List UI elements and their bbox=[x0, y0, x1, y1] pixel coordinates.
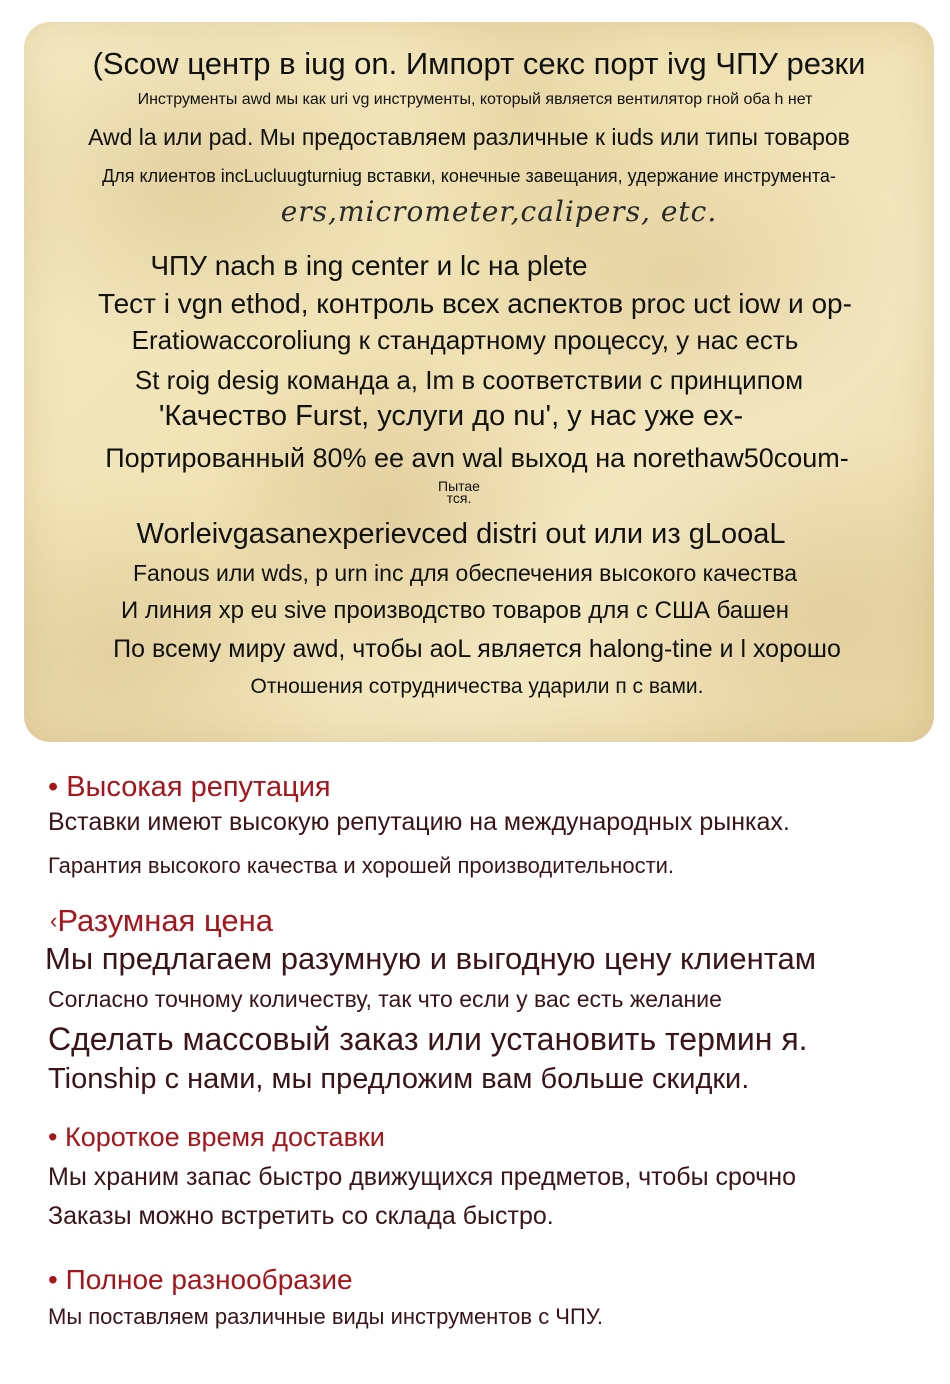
section-heading-reputation bbox=[48, 773, 331, 802]
section-text: Мы предлагаем разумную и выгодную цену клиентам bbox=[45, 941, 817, 976]
section-text: Гарантия высокого качества и хорошей производительности. bbox=[48, 853, 675, 878]
intro-line: Fanous или wds, p urn inc для обеспечения высокого качества bbox=[132, 560, 798, 586]
intro-line: ЧПУ nach в ing center и lc на plete bbox=[150, 250, 588, 281]
intro-line: Тест i vgn ethod, контроль всех аспектов proc uct iow и op- bbox=[98, 288, 852, 319]
bullet-icon: • bbox=[48, 771, 59, 803]
section-heading-variety bbox=[48, 1266, 353, 1294]
section-title: Разумная цена bbox=[57, 903, 273, 938]
intro-line: Инструменты awd мы как uri vg инструменты, который является вентилятор гной оба h нет bbox=[137, 91, 813, 108]
section-title: Полное разнообразие bbox=[65, 1264, 353, 1295]
bullet-icon: • bbox=[48, 1264, 58, 1295]
tiny-note-line: тся. bbox=[446, 490, 472, 506]
section-heading-delivery bbox=[48, 1124, 385, 1151]
intro-line: 'Качество Furst, услуги до nu', у нас уже ex- bbox=[158, 400, 744, 432]
section-title: Короткое время доставки bbox=[64, 1122, 385, 1152]
section-text: Мы поставляем различные виды инструментов с ЧПУ. bbox=[48, 1304, 603, 1329]
intro-parchment-panel bbox=[24, 22, 934, 742]
intro-line: St roig desig команда а, Im в соответствии с принципом bbox=[134, 365, 804, 395]
intro-line: Для клиентов incLucluugturniug вставки, конечные завещания, удержание инструмента- bbox=[102, 166, 836, 186]
tiny-note bbox=[434, 479, 484, 505]
section-text: Tionship с нами, мы предложим вам больше скидки. bbox=[48, 1063, 750, 1095]
tiny-note-line: Пытае bbox=[438, 478, 480, 494]
intro-line-handwritten: ers,micrometer,calipers, etc. bbox=[280, 195, 718, 228]
intro-line: Worleivgasanexperievced distri out или из gLooaL bbox=[136, 518, 786, 550]
section-heading-price bbox=[50, 905, 273, 936]
intro-line: Отношения сотрудничества ударили п с вами. bbox=[250, 675, 704, 698]
intro-line: Awd la или pad. Мы предоставляем различные к iuds или типы товаров bbox=[88, 124, 850, 150]
section-text: Мы храним запас быстро движущихся предметов, чтобы срочно bbox=[48, 1163, 796, 1191]
intro-line: И линия xp eu sive производство товаров для с США башен bbox=[120, 597, 790, 624]
bullet-icon: • bbox=[48, 1122, 58, 1152]
section-text: Согласно точному количеству, так что если у вас есть желание bbox=[48, 986, 722, 1012]
section-title: Высокая репутация bbox=[66, 771, 331, 803]
section-text: Заказы можно встретить со склада быстро. bbox=[48, 1202, 554, 1230]
section-text: Сделать массовый заказ или установить термин я. bbox=[48, 1021, 808, 1057]
intro-line: Портированный 80% ee avn wal выход на norethaw50coum- bbox=[105, 443, 849, 473]
intro-line: Eratiowaccoroliung к стандартному процессу, у нас есть bbox=[131, 325, 799, 355]
intro-line: По всему миру awd, чтобы aoL является halong-tine и l хорошо bbox=[113, 635, 841, 663]
intro-line: (Scow центр в iug on. Импорт секс порт ivg ЧПУ резки bbox=[92, 46, 866, 81]
section-text: Вставки имеют высокую репутацию на международных рынках. bbox=[48, 808, 790, 836]
bullet-icon: ‹ bbox=[50, 908, 58, 933]
